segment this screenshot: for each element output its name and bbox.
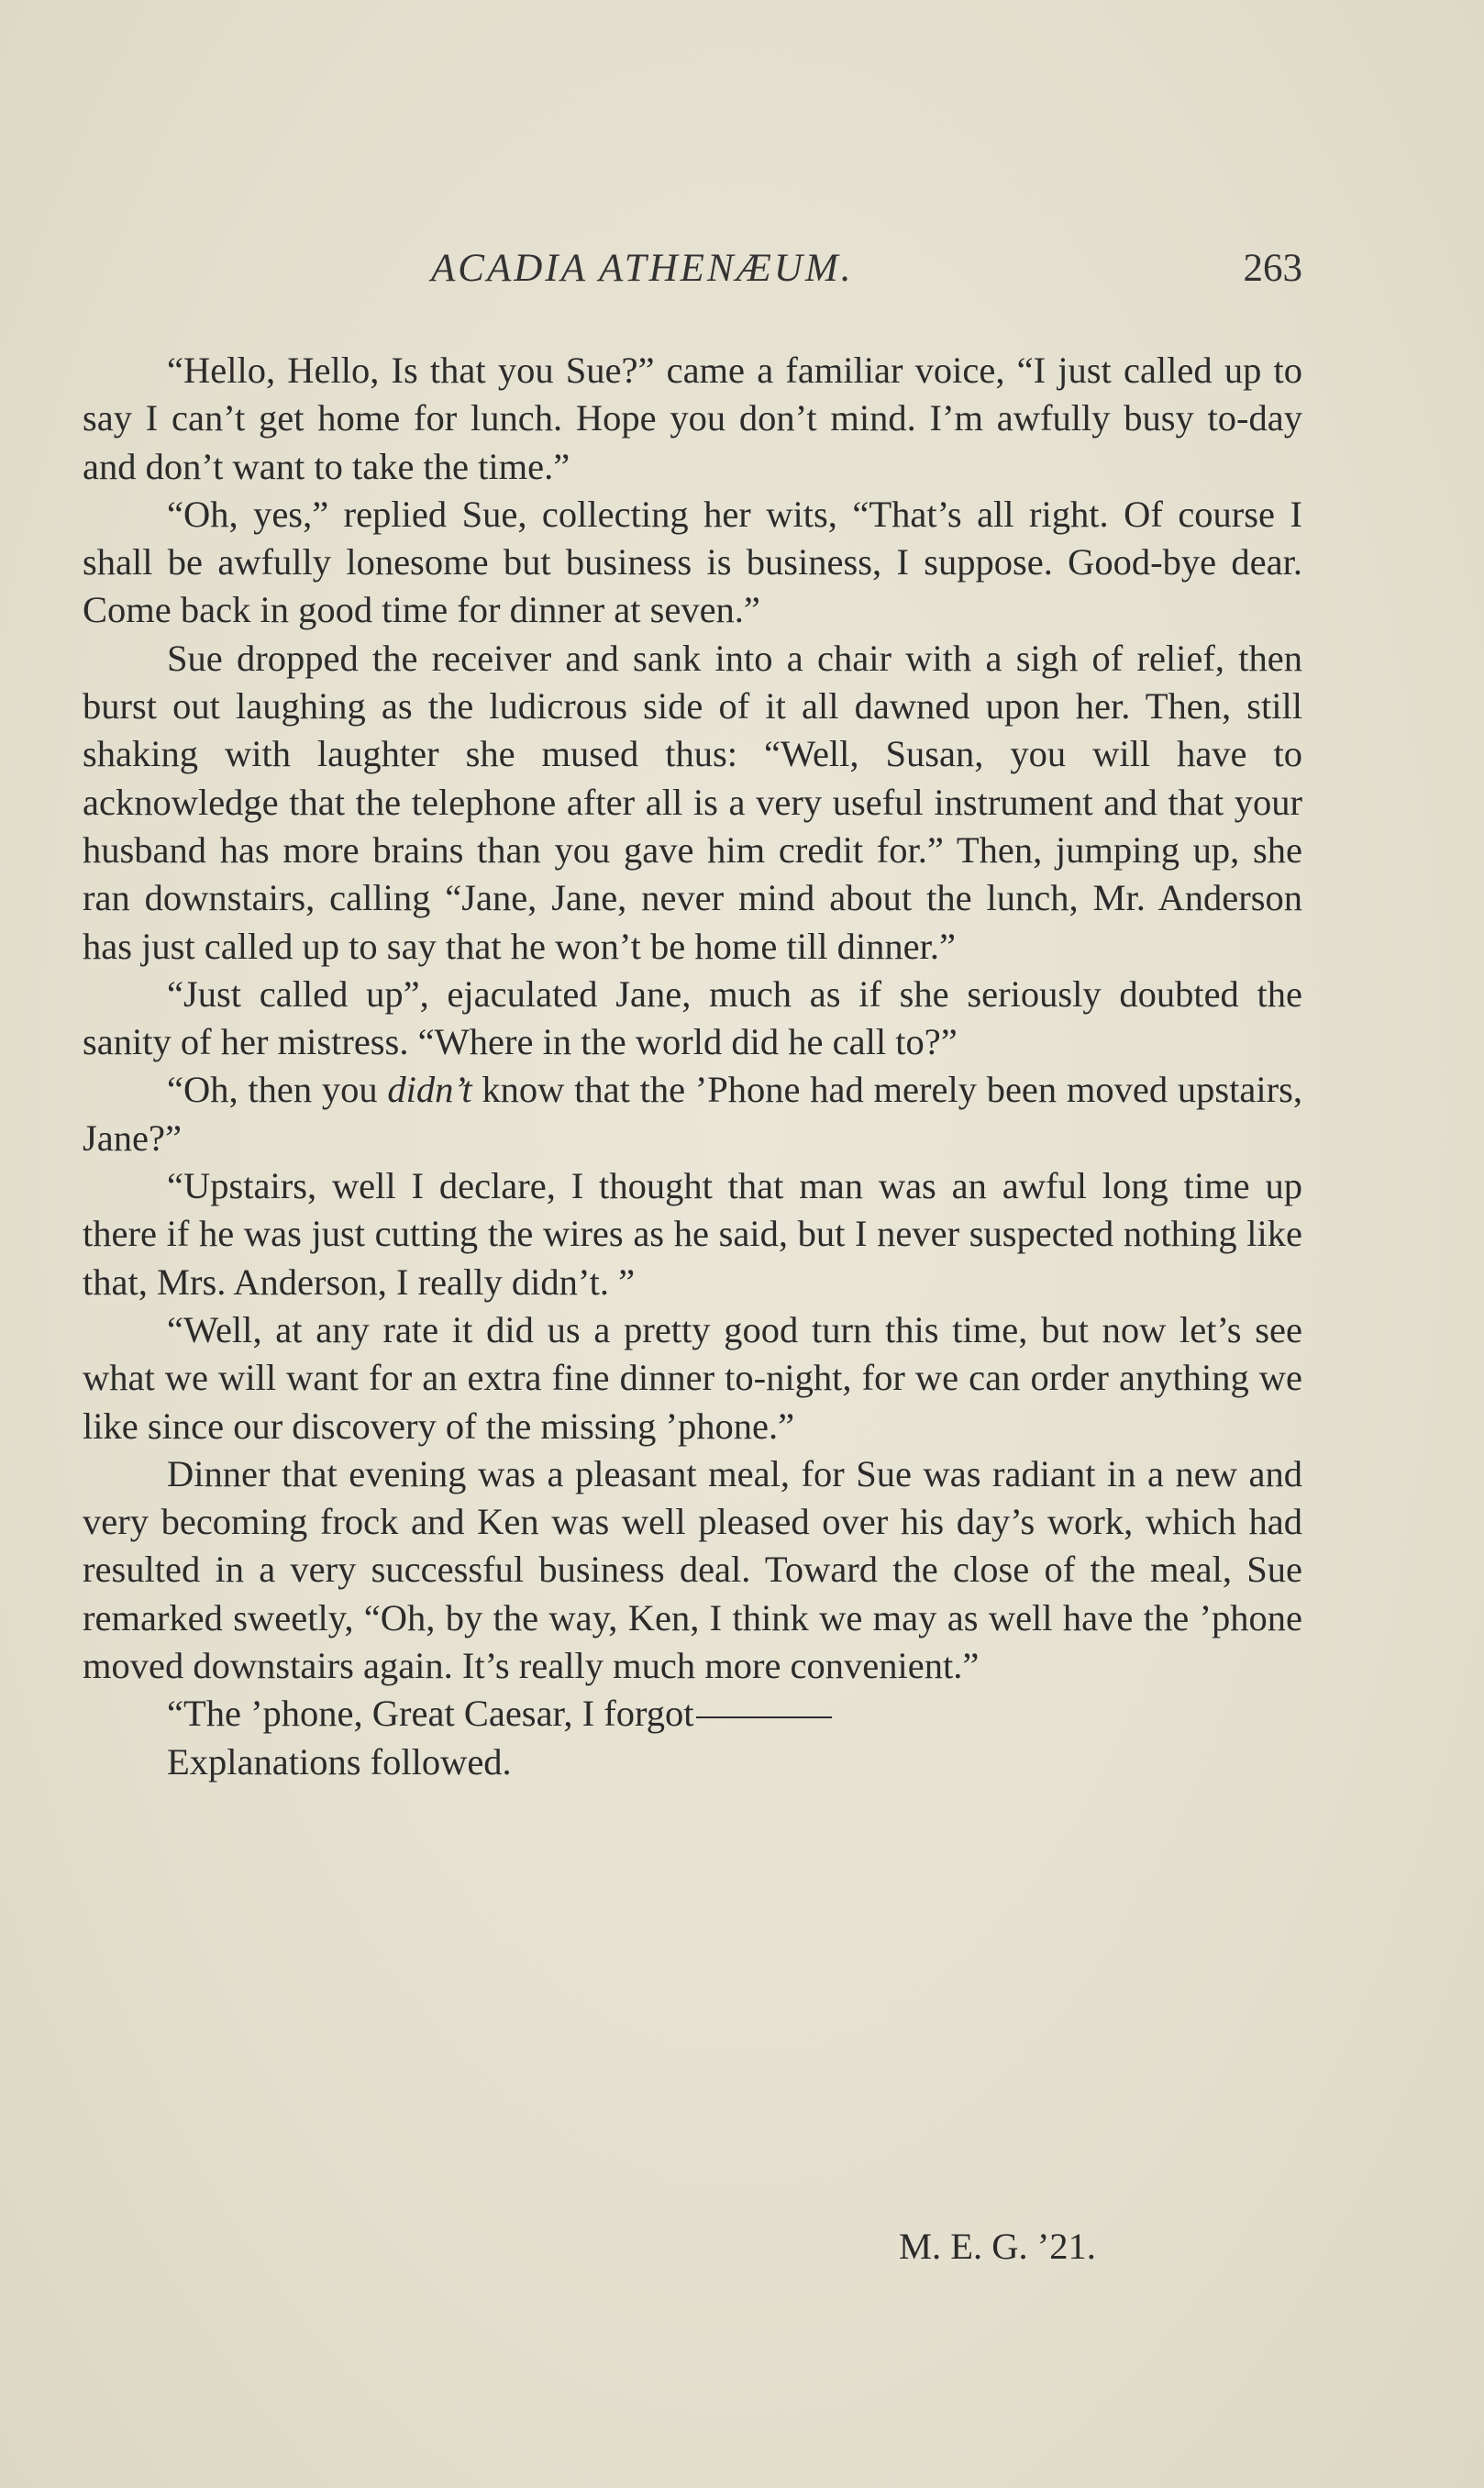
paragraph: “Hello, Hello, Is that you Sue?” came a familiar voice, “I just called up to say I can’t get home for lunch. Hope you don’t mind. I’m awfully busy to-day and don’t want to take the time.” bbox=[83, 350, 1302, 487]
paragraph: “Just called up”, ejaculated Jane, much as if she seriously doubted the sanity of her mistress. “Where in the world did he call to?” bbox=[83, 972, 1302, 1063]
paragraph: Sue dropped the receiver and sank into a chair with a sigh of relief, then burst out laughing as the ludicrous side of it all dawned upon her. Then, still shaking with laughter she mused thus: “Well, Susan, you will have to acknowledge that the telephone after all is a very useful instrument and that your husband has more brains than you gave him credit for.” Then, jumping up, she ran downstairs, calling “Jane, Jane, never mind about the lunch, Mr. Anderson has just called up to say that he won’t be home till dinner.” bbox=[83, 637, 1302, 967]
paragraph: “Oh, then you didn’t know that the ’Phone had merely been moved upstairs, Jane?” bbox=[83, 1069, 1302, 1159]
paragraph: “Upstairs, well I declare, I thought that man was an awful long time up there if he was just cutting the wires as he said, but I never suspected nothing like that, Mrs. Anderson, I really didn’t. ” bbox=[83, 1165, 1302, 1303]
running-head bbox=[83, 246, 1302, 301]
article-body bbox=[83, 347, 1302, 1786]
journal-title: ACADIA ATHENÆUM. bbox=[431, 247, 854, 290]
paragraph: “Well, at any rate it did us a pretty good turn this time, but now let’s see what we will want for an extra fine dinner to-night, for we can order anything we like since our discovery of the missing ’phone.” bbox=[83, 1308, 1302, 1447]
em-dash-rule bbox=[696, 1716, 832, 1718]
paragraph: Explanations followed. bbox=[167, 1740, 512, 1783]
paragraph: “Oh, yes,” replied Sue, collecting her wits, “That’s all right. Of course I shall be awfully lonesome but business is business, I suppose. Good-bye dear. Come back in good time for dinner at seven.” bbox=[83, 493, 1302, 631]
author-signature: M. E. G. ’21. bbox=[899, 2226, 1096, 2267]
paragraph: Dinner that evening was a pleasant meal, for Sue was radiant in a new and very becoming frock and Ken was well pleased over his day’s work, which had resulted in a very successful business deal. Toward the close of the meal, Sue remarked sweetly, “Oh, by the way, Ken, I think we may as well have the ’phone moved downstairs again. It’s really much more convenient.” bbox=[83, 1452, 1302, 1687]
emphasis: didn’t bbox=[387, 1069, 472, 1111]
paragraph: “The ’phone, Great Caesar, I forgot bbox=[83, 1690, 1302, 1738]
page-number: 263 bbox=[1243, 247, 1302, 290]
